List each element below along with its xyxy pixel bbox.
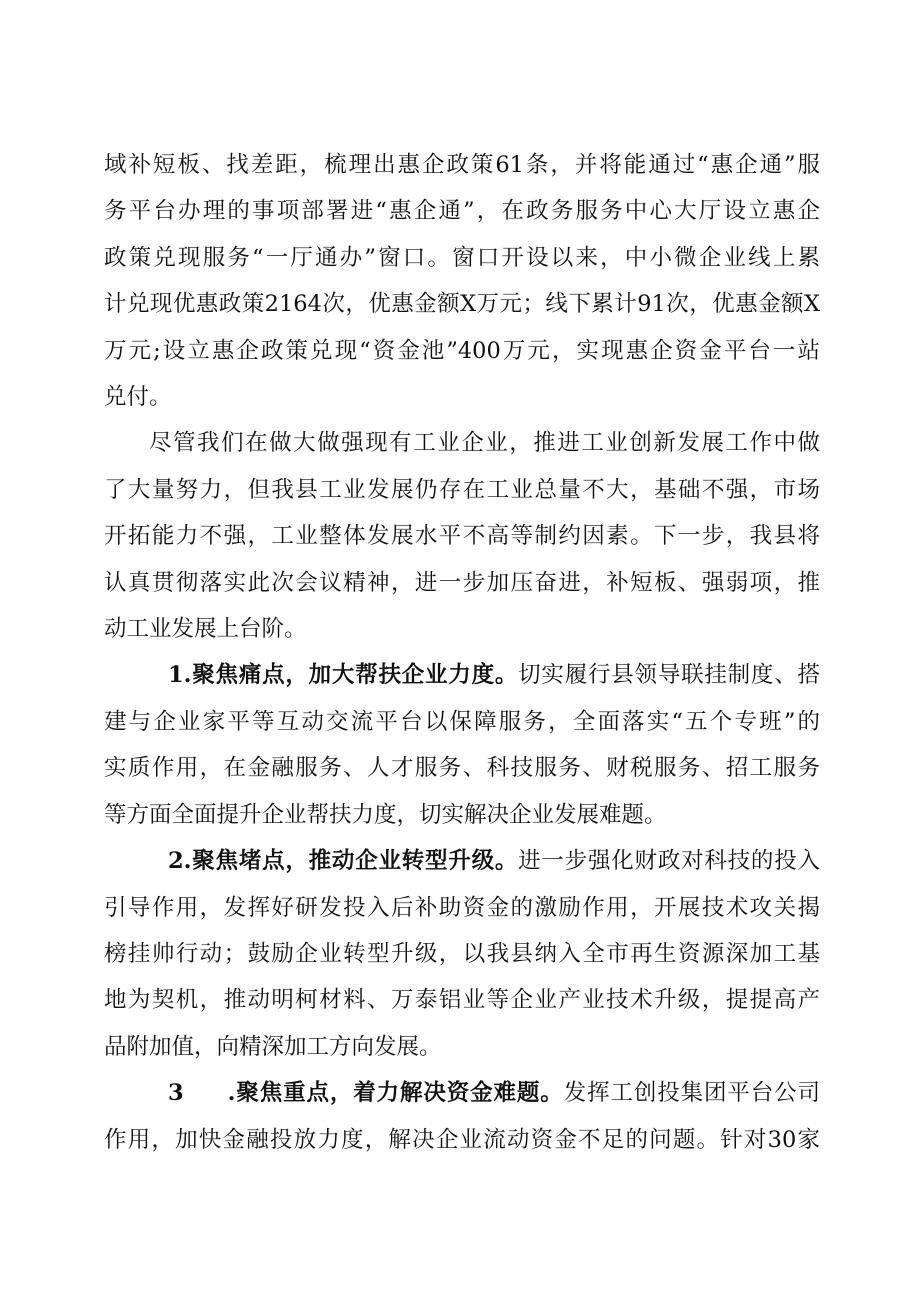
text-line: 榜挂帅行动；鼓励企业转型升级，以我县纳入全市再生资源深加工基	[104, 940, 820, 967]
text-line: 作用，加快金融投放力度，解决企业流动资金不足的问题。针对30家	[104, 1126, 820, 1153]
document-body	[104, 142, 820, 1163]
item-heading: .聚焦堵点，推动企业转型升级。	[183, 848, 519, 875]
text-line: 等方面全面提升企业帮扶力度，切实解决企业发展难题。	[104, 801, 667, 828]
text-line: 政策兑现服务“一厅通办”窗口。窗口开设以来，中小微企业线上累	[104, 244, 820, 271]
list-item-blockages	[104, 838, 820, 1070]
text-line	[104, 838, 820, 884]
text-line: 万元;设立惠企政策兑现“资金池”400万元，实现惠企资金平台一站	[104, 337, 820, 364]
item-heading: .聚焦重点，着力解决资金难题。	[227, 1080, 564, 1107]
text-line: 开拓能力不强，工业整体发展水平不高等制约因素。下一步，我县将	[104, 523, 820, 550]
item-number: 2	[168, 848, 184, 875]
text-line	[104, 1070, 820, 1116]
text-line: 品附加值，向精深加工方向发展。	[104, 1033, 442, 1060]
text-line: 了大量努力，但我县工业发展仍存在工业总量不大，基础不强，市场	[104, 476, 820, 503]
list-item-key-points	[104, 1070, 820, 1163]
text-line: 地为契机，推动明柯材料、万泰铝业等企业产业技术升级，提提高产	[104, 987, 820, 1014]
paragraph-next-steps	[104, 420, 820, 652]
text-line: 引导作用，发挥好研发投入后补助资金的激励作用，开展技术攻关揭	[104, 894, 820, 921]
text-line: 认真贯彻落实此次会议精神，进一步加压奋进，补短板、强弱项，推	[104, 569, 820, 596]
text-line: 实质作用，在金融服务、人才服务、科技服务、财税服务、招工服务	[104, 755, 820, 782]
item-text: 切实履行县领导联挂制度、搭	[518, 662, 820, 689]
text-line: 动工业发展上台阶。	[104, 616, 307, 643]
paragraph-policy-implementation	[104, 142, 820, 420]
item-number: 1	[168, 662, 184, 689]
text-line	[104, 652, 820, 698]
list-item-pain-points	[104, 652, 820, 838]
text-line: 计兑现优惠政策2164次，优惠金额X万元；线下累计91次，优惠金额X	[104, 291, 820, 318]
text-line: 尽管我们在做大做强现有工业企业，推进工业创新发展工作中做	[149, 430, 820, 457]
item-number: 3	[168, 1080, 184, 1107]
item-text: 进一步强化财政对科技的投入	[518, 848, 820, 875]
item-heading: .聚焦痛点，加大帮扶企业力度。	[183, 662, 519, 689]
text-line: 域补短板、找差距，梳理出惠企政策61条，并将能通过“惠企通”服	[104, 152, 820, 178]
item-text: 发挥工创投集团平台公司	[563, 1080, 820, 1107]
text-line: 建与企业家平等互动交流平台以保障服务，全面落实“五个专班”的	[104, 708, 820, 735]
text-line: 务平台办理的事项部署进“惠企通”，在政务服务中心大厅设立惠企	[104, 198, 820, 225]
text-line: 兑付。	[104, 384, 172, 411]
